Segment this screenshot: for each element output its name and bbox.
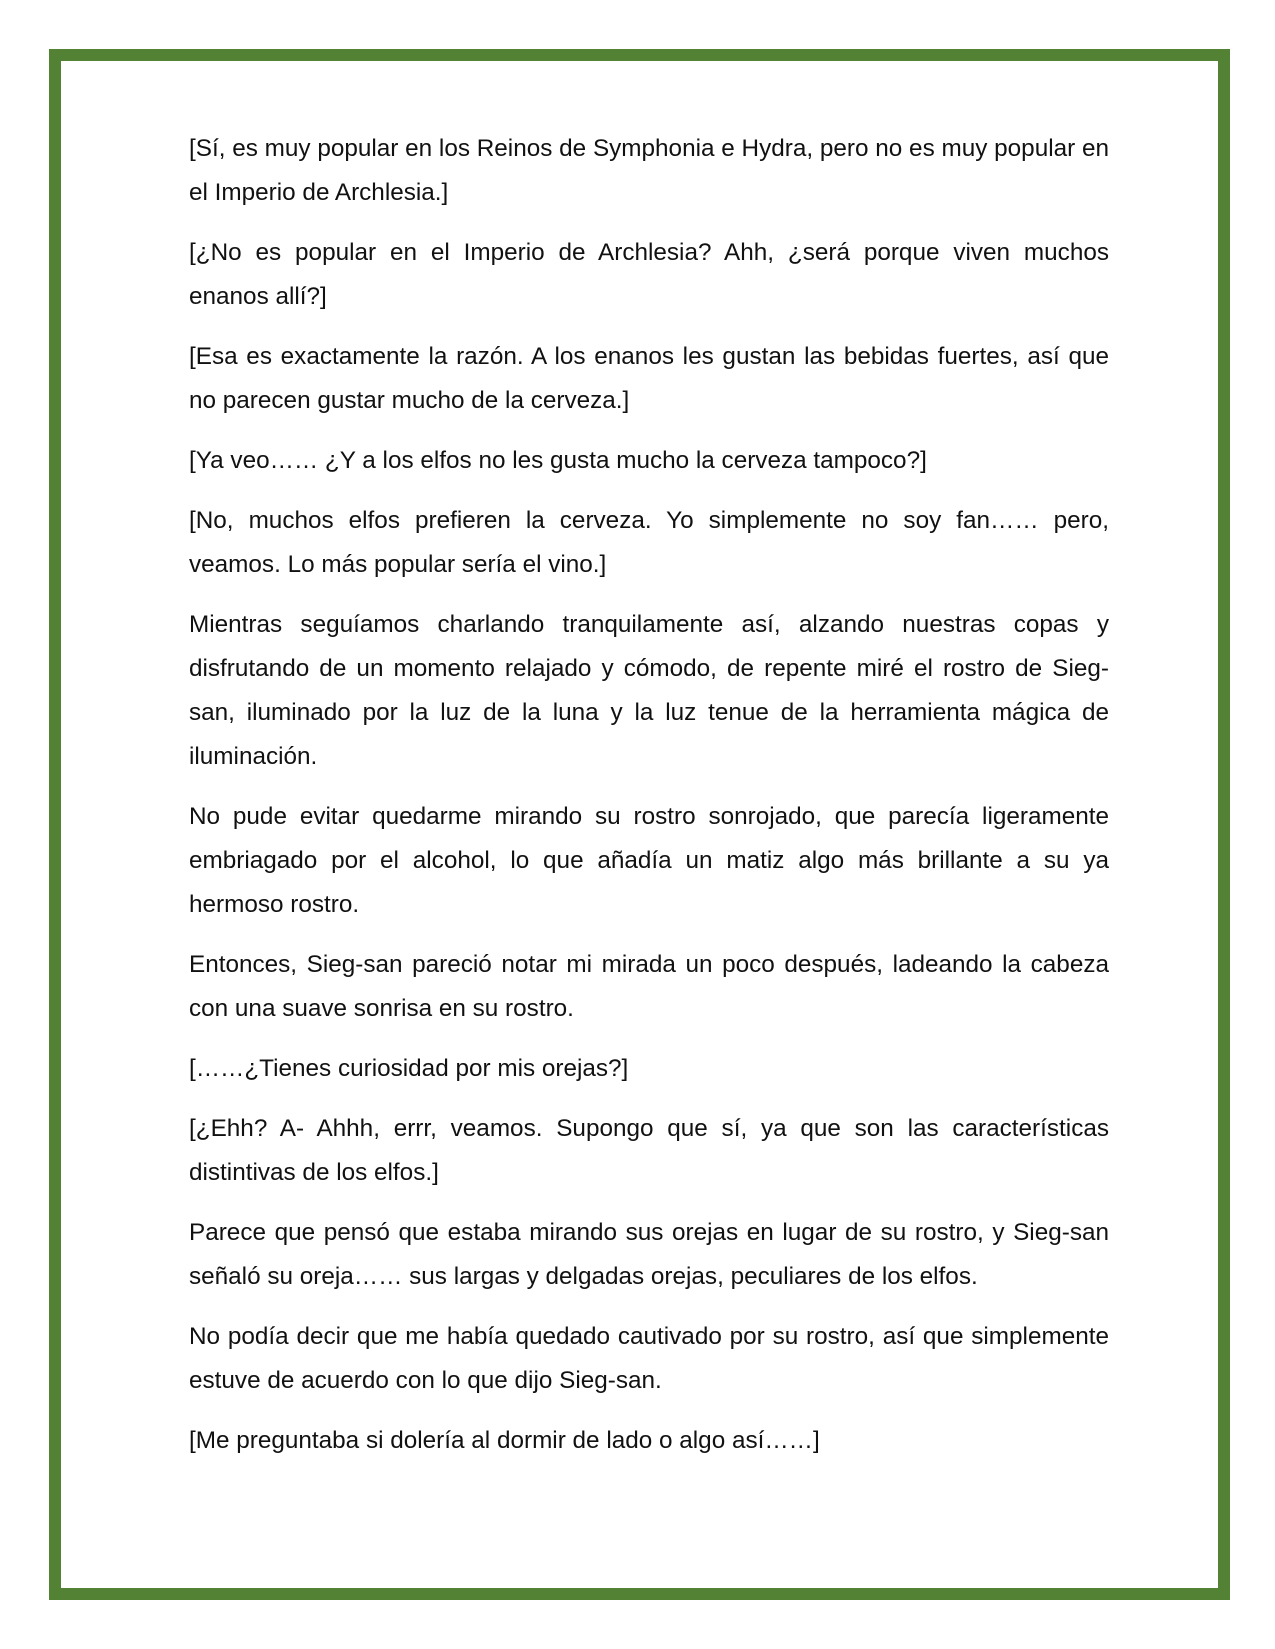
page-border-frame <box>49 49 1230 1600</box>
paragraph: [No, muchos elfos prefieren la cerveza. Yo simplemente no soy fan…… pero, veamos. Lo más popular sería el vino.] <box>189 507 1109 578</box>
paragraph: [Sí, es muy popular en los Reinos de Symphonia e Hydra, pero no es muy popular en el Imperio de Archlesia.] <box>189 135 1109 206</box>
paragraph: [Me preguntaba si dolería al dormir de lado o algo así……] <box>189 1427 820 1454</box>
paragraph: No podía decir que me había quedado cautivado por su rostro, así que simplemente estuve de acuerdo con lo que dijo Sieg-san. <box>189 1323 1109 1394</box>
paragraph: Parece que pensó que estaba mirando sus orejas en lugar de su rostro, y Sieg-san señaló su oreja…… sus largas y delgadas orejas, peculiares de los elfos. <box>189 1219 1109 1290</box>
paragraph: [¿Ehh? A- Ahhh, errr, veamos. Supongo que sí, ya que son las características distintivas de los elfos.] <box>189 1115 1109 1186</box>
paragraph: Entonces, Sieg-san pareció notar mi mirada un poco después, ladeando la cabeza con una suave sonrisa en su rostro. <box>189 951 1109 1022</box>
paragraph: [Ya veo…… ¿Y a los elfos no les gusta mucho la cerveza tampoco?] <box>189 447 927 474</box>
paragraph: [Esa es exactamente la razón. A los enanos les gustan las bebidas fuertes, así que no parecen gustar mucho de la cerveza.] <box>189 343 1109 414</box>
document-body <box>189 127 1109 1479</box>
paragraph: No pude evitar quedarme mirando su rostro sonrojado, que parecía ligeramente embriagado por el alcohol, lo que añadía un matiz algo más brillante a su ya hermoso rostro. <box>189 803 1109 918</box>
paragraph: [……¿Tienes curiosidad por mis orejas?] <box>189 1055 629 1082</box>
paragraph: Mientras seguíamos charlando tranquilamente así, alzando nuestras copas y disfrutando de un momento relajado y cómodo, de repente miré el rostro de Sieg-san, iluminado por la luz de la luna y la luz tenue de la herramienta mágica de iluminación. <box>189 611 1109 770</box>
paragraph: [¿No es popular en el Imperio de Archlesia? Ahh, ¿será porque viven muchos enanos allí?] <box>189 239 1109 310</box>
